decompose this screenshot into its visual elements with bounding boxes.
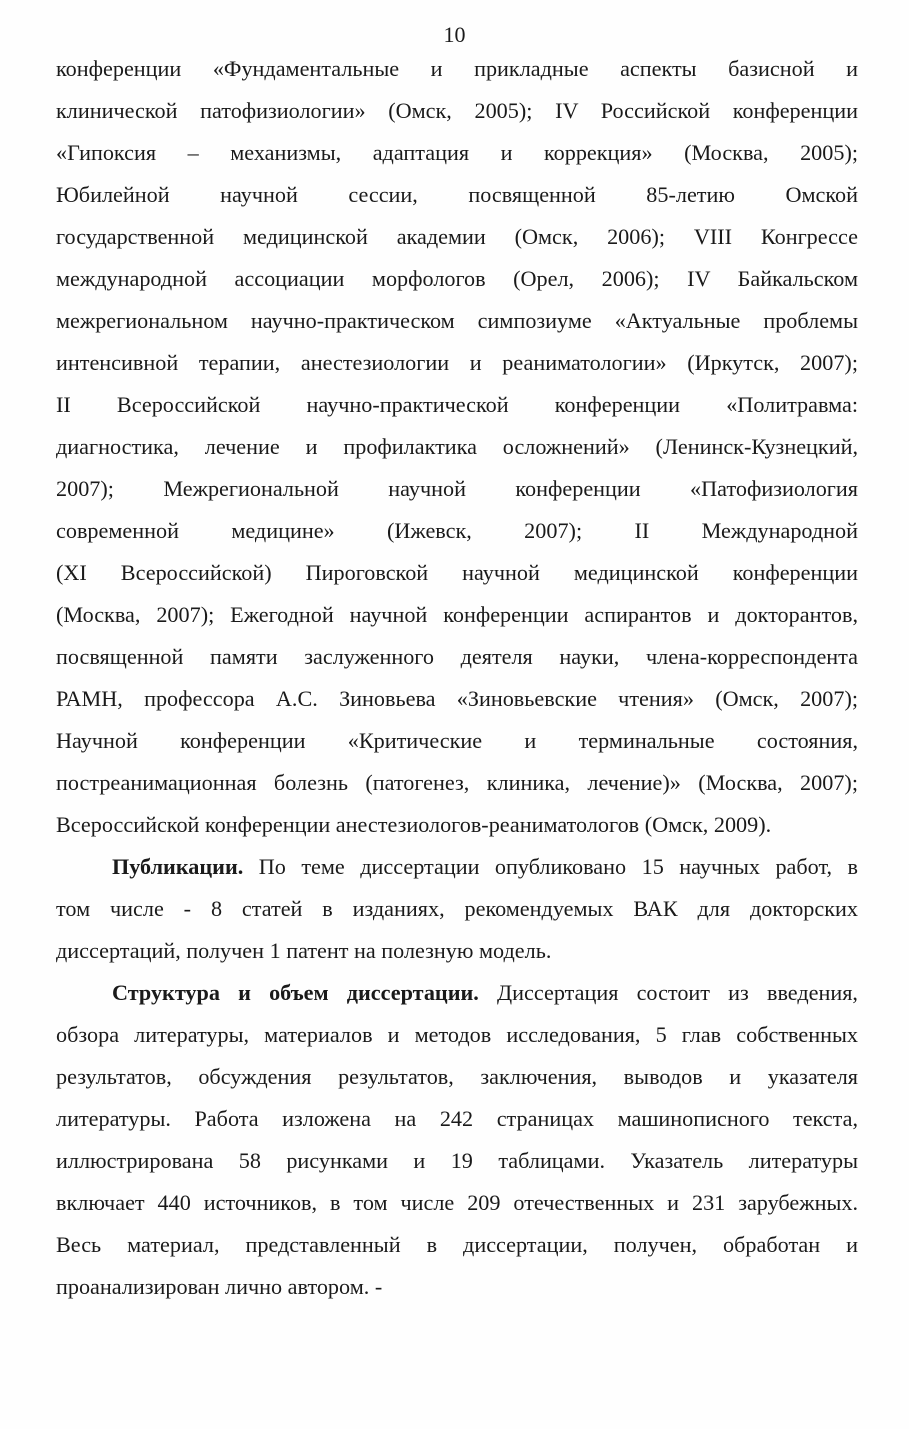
text-line: (Москва, 2007); Ежегодной научной конференции аспирантов и докторантов, [56, 602, 858, 627]
publications-heading: Публикации. [112, 854, 244, 879]
text-line: современной медицине» (Ижевск, 2007); II Международной [56, 518, 858, 543]
text-line: Всероссийской конференции анестезиологов-реаниматологов (Омск, 2009). [56, 812, 772, 837]
text-line: обзора литературы, материалов и методов исследования, 5 глав собственных [56, 1022, 858, 1047]
text-line: посвященной памяти заслуженного деятеля науки, члена-корреспондента [56, 644, 858, 669]
text-line: 2007); Межрегиональной научной конференции «Патофизиология [56, 476, 858, 501]
text-line: государственной медицинской академии (Омск, 2006); VIII Конгрессе [56, 224, 858, 249]
text-line: клинической патофизиологии» (Омск, 2005); IV Российской конференции [56, 98, 858, 123]
text-line: постреанимационная болезнь (патогенез, клиника, лечение)» (Москва, 2007); [56, 770, 858, 795]
text-line: результатов, обсуждения результатов, заключения, выводов и указателя [56, 1064, 858, 1089]
paragraph-conferences [56, 48, 858, 846]
text-line: Научной конференции «Критические и терминальные состояния, [56, 728, 858, 753]
text-line [56, 846, 858, 888]
text-line: диссертаций, получен 1 патент на полезную модель. [56, 938, 552, 963]
text-line: РАМН, профессора А.С. Зиновьева «Зиновьевские чтения» (Омск, 2007); [56, 686, 858, 711]
paragraph-publications [56, 846, 858, 972]
text-line: «Гипоксия – механизмы, адаптация и коррекция» (Москва, 2005); [56, 140, 858, 165]
text-line: межрегиональном научно-практическом симпозиуме «Актуальные проблемы [56, 308, 858, 333]
text-line: конференции «Фундаментальные и прикладные аспекты базисной и [56, 56, 858, 81]
text-run: По теме диссертации опубликовано 15 научных работ, в [243, 854, 858, 879]
text-line: международной ассоциации морфологов (Орел, 2006); IV Байкальском [56, 266, 858, 291]
text-line: проанализирован лично автором. - [56, 1274, 383, 1299]
text-line: Юбилейной научной сессии, посвященной 85-летию Омской [56, 182, 858, 207]
text-line: (XI Всероссийской) Пироговской научной медицинской конференции [56, 560, 858, 585]
paragraph-structure [56, 972, 858, 1308]
text-line: диагностика, лечение и профилактика осложнений» (Ленинск-Кузнецкий, [56, 434, 858, 459]
text-line: II Всероссийской научно-практической конференции «Политравма: [56, 392, 858, 417]
text-line: литературы. Работа изложена на 242 страницах машинописного текста, [56, 1106, 858, 1131]
text-line: включает 440 источников, в том числе 209 отечественных и 231 зарубежных. [56, 1190, 858, 1215]
text-line [56, 972, 858, 1014]
text-line: Весь материал, представленный в диссертации, получен, обработан и [56, 1232, 858, 1257]
text-line: иллюстрирована 58 рисунками и 19 таблицами. Указатель литературы [56, 1148, 858, 1173]
text-line: том числе - 8 статей в изданиях, рекомендуемых ВАК для докторских [56, 896, 858, 921]
structure-heading: Структура и объем диссертации. [112, 980, 479, 1005]
text-run: Диссертация состоит из введения, [478, 980, 858, 1005]
text-line: интенсивной терапии, анестезиологии и реаниматологии» (Иркутск, 2007); [56, 350, 858, 375]
page-number: 10 [443, 22, 466, 47]
